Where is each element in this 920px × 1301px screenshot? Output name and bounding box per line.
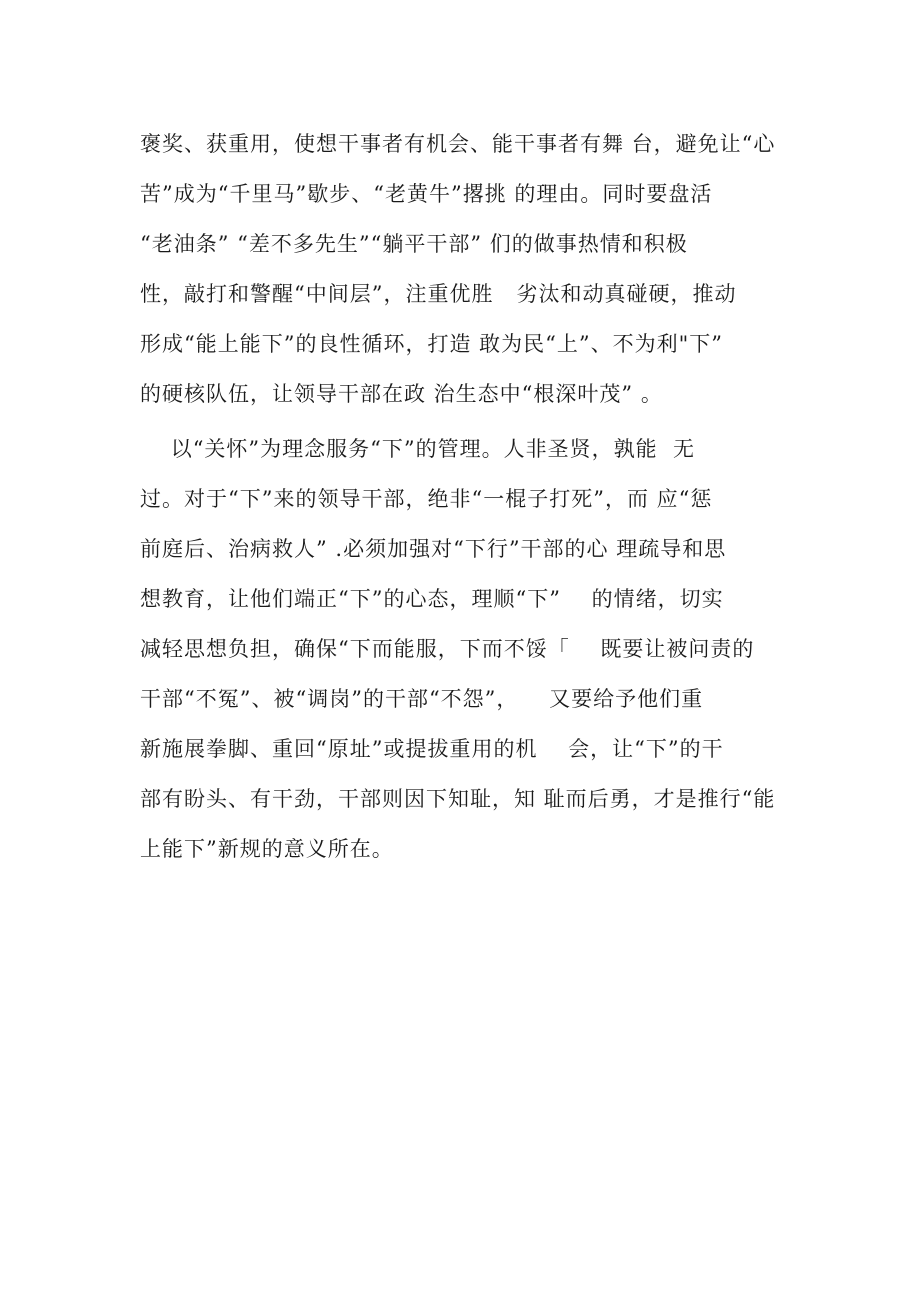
text-line: 上能下”新规的意义所在。 xyxy=(140,837,394,861)
text-line: 的硬核队伍，让领导干部在政 治生态中“根深叶茂” 。 xyxy=(140,382,663,406)
text-line: 性，敲打和警醒“中间层”，注重优胜 劣汰和动真碰硬，推动 xyxy=(140,282,737,306)
text-line: 前庭后、治病救人” .必须加强对“下行”干部的心 理疏导和思 xyxy=(140,537,727,561)
text-line: “老油条” “差不多先生”“躺平干部” 们的做事热情和积极 xyxy=(140,232,688,256)
text-line: 形成“能上能下”的良性循环，打造 敢为民“上”、不为利"下” xyxy=(140,332,724,356)
text-line: 减轻思想负担，确保“下而能服，下而不馁「 既要让被问责的 xyxy=(140,637,755,661)
text-line: 干部“不冤”、被“调岗”的干部“不怨”， 又要给予他们重 xyxy=(140,687,704,711)
text-line: 褒奖、获重用，使想干事者有机会、能干事者有舞 台，避免让“心 xyxy=(140,132,776,156)
text-line: 新施展拳脚、重回“原址”或提拔重用的机 会，让“下”的干 xyxy=(140,737,724,761)
text-line: 以“关怀”为理念服务“下”的管理。人非圣贤，孰能 无 xyxy=(140,437,695,461)
text-line: 过。对于“下”来的领导干部，绝非“一棍子打死”，而 应“惩 xyxy=(140,487,713,511)
text-line: 苦”成为“千里马”歇步、“老黄牛”撂挑 的理由。同时要盘活 xyxy=(140,182,713,206)
text-line: 想教育，让他们端正“下”的心态，理顺“下” 的情绪，切实 xyxy=(140,587,724,611)
text-line: 部有盼头、有干劲，干部则因下知耻，知 耻而后勇，才是推行“能 xyxy=(140,787,776,811)
